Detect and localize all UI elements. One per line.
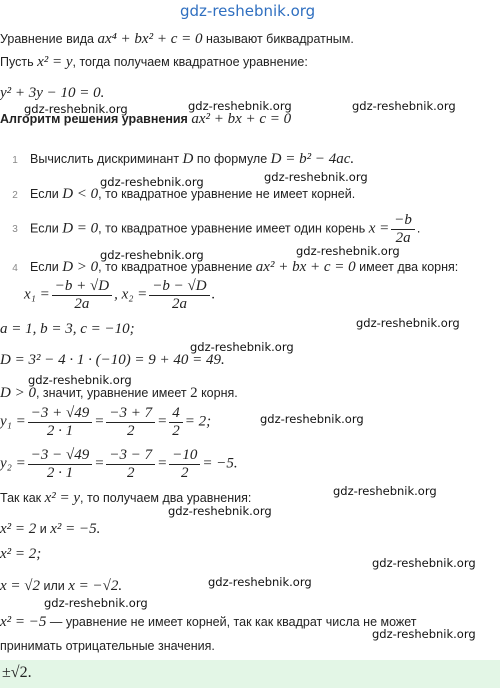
fraction (169, 447, 200, 481)
answer: ±√2. (2, 664, 32, 681)
text: Вычислить дискриминант (30, 152, 183, 166)
watermark: gdz-reshebnik.org (28, 373, 132, 387)
text: , значит, уравнение имеет (35, 386, 191, 400)
watermark: gdz-reshebnik.org (264, 170, 368, 184)
math: D < 0 (62, 186, 99, 202)
watermark: gdz-reshebnik.org (333, 484, 437, 498)
step-number: 4 (12, 263, 18, 274)
text: Пусть (0, 55, 38, 69)
math: x² = y (37, 54, 73, 70)
fraction (28, 447, 92, 481)
text: имеет два корня: (355, 260, 459, 274)
text: Так как (0, 491, 45, 505)
watermark: gdz-reshebnik.org (100, 248, 204, 262)
math: x = −√2. (68, 578, 123, 594)
fraction (106, 405, 155, 439)
text: , то квадратное уравнение (98, 260, 256, 274)
numerator: 4 (169, 405, 183, 423)
math: x = √2 (0, 578, 41, 594)
watermark: gdz-reshebnik.org (260, 412, 364, 426)
fraction (169, 405, 183, 439)
math: ax² + bx + c = 0 (191, 111, 292, 127)
watermark: gdz-reshebnik.org (24, 102, 128, 116)
text: по формуле (193, 152, 271, 166)
math: D > 0 (62, 259, 99, 275)
math: . (211, 286, 216, 303)
math: ax² + bx + c = 0 (255, 259, 356, 275)
numerator: −3 − 7 (106, 447, 155, 465)
coefficients: a = 1, b = 3, c = −10; (0, 321, 135, 337)
math: x₁ = (24, 286, 50, 303)
math: ax⁴ + bx² + c = 0 (97, 31, 203, 47)
math: = (94, 413, 105, 430)
denominator: 2a (395, 229, 411, 246)
roots-formula (24, 278, 215, 312)
case-2 (0, 613, 417, 631)
text: Если (30, 260, 63, 274)
algorithm-step (6, 150, 354, 168)
answer-box (0, 660, 500, 688)
denominator: 2a (74, 295, 90, 312)
text: — уравнение не имеет корней, так как квадрат числа не может (46, 615, 417, 629)
case-1: x² = 2; (0, 546, 42, 562)
watermark: gdz-reshebnik.org (180, 2, 316, 20)
math: x² = −5. (50, 521, 101, 537)
math: y₂ = (0, 455, 26, 472)
discriminant: D = 3² − 4 · 1 · (−10) = 9 + 40 = 49. (0, 352, 225, 368)
text: и (36, 522, 51, 536)
text: , тогда получаем квадратное уравнение: (72, 55, 308, 69)
text: Если (30, 187, 63, 201)
text: Уравнение вида (0, 32, 98, 46)
denominator: 2 · 1 (46, 464, 74, 481)
text: Алгоритм решения уравнения (0, 112, 192, 126)
math: x² = 2 (0, 521, 37, 537)
watermark: gdz-reshebnik.org (352, 99, 456, 113)
watermark: gdz-reshebnik.org (100, 175, 204, 189)
math: D = 0 (62, 220, 99, 237)
denominator: 2 (126, 422, 135, 439)
case-2-cont: принимать отрицательные значения. (0, 639, 215, 653)
math: y₁ = (0, 413, 26, 430)
text: , то квадратное уравнение имеет один корень (98, 221, 369, 236)
denominator: 2a (171, 295, 187, 312)
numerator: −10 (169, 447, 200, 465)
step-number: 1 (12, 155, 18, 166)
math: x² = y (44, 490, 81, 506)
math: = (94, 455, 105, 472)
math: x² = −5 (0, 614, 47, 630)
math: = (157, 413, 168, 430)
numerator: −3 + √49 (28, 405, 92, 423)
text: , то получаем два уравнения: (80, 491, 252, 505)
watermark: gdz-reshebnik.org (372, 556, 476, 570)
step-number: 3 (12, 224, 18, 236)
numerator: −3 − √49 (28, 447, 92, 465)
numerator: −b − √D (149, 278, 209, 296)
text: , то квадратное уравнение не имеет корней. (98, 187, 356, 201)
fraction (52, 278, 112, 312)
intro-line (0, 30, 354, 48)
fraction (106, 447, 155, 481)
math: = (157, 455, 168, 472)
math: D = b² − 4ac. (270, 151, 355, 167)
text: или (40, 579, 69, 593)
math: = 2; (184, 413, 212, 430)
math: , x₂ = (114, 286, 148, 303)
denominator: 2 (172, 422, 180, 439)
quadratic-equation: y² + 3y − 10 = 0. (0, 85, 105, 101)
text: корня. (197, 386, 238, 400)
step-number: 2 (12, 190, 18, 201)
watermark: gdz-reshebnik.org (372, 627, 476, 641)
watermark: gdz-reshebnik.org (188, 99, 292, 113)
root-y1 (0, 405, 211, 439)
denominator: 2 (126, 464, 135, 481)
text: Если (30, 221, 63, 236)
watermark: gdz-reshebnik.org (356, 316, 460, 330)
root-y2 (0, 447, 238, 481)
watermark: gdz-reshebnik.org (208, 575, 312, 589)
math: D (182, 151, 194, 167)
text: называют биквадратным. (202, 32, 354, 46)
watermark: gdz-reshebnik.org (44, 596, 148, 610)
denominator: 2 · 1 (46, 422, 74, 439)
denominator: 2 (181, 464, 189, 481)
numerator: −b + √D (52, 278, 112, 296)
text: . (416, 221, 421, 236)
algorithm-step (6, 212, 420, 246)
fraction (28, 405, 92, 439)
watermark: gdz-reshebnik.org (168, 504, 272, 518)
two-equations (0, 520, 100, 538)
math: D > 0 (0, 385, 36, 401)
case-1-solution (0, 577, 122, 595)
math: = −5. (202, 455, 238, 472)
numerator: −b (391, 212, 415, 230)
intro-line (0, 53, 308, 71)
math: x = (368, 220, 390, 237)
watermark: gdz-reshebnik.org (190, 340, 294, 354)
numerator: −3 + 7 (106, 405, 155, 423)
watermark: gdz-reshebnik.org (296, 244, 400, 258)
fraction (149, 278, 209, 312)
algorithm-step (6, 258, 458, 276)
fraction (391, 212, 415, 246)
math: 2 (190, 385, 198, 401)
